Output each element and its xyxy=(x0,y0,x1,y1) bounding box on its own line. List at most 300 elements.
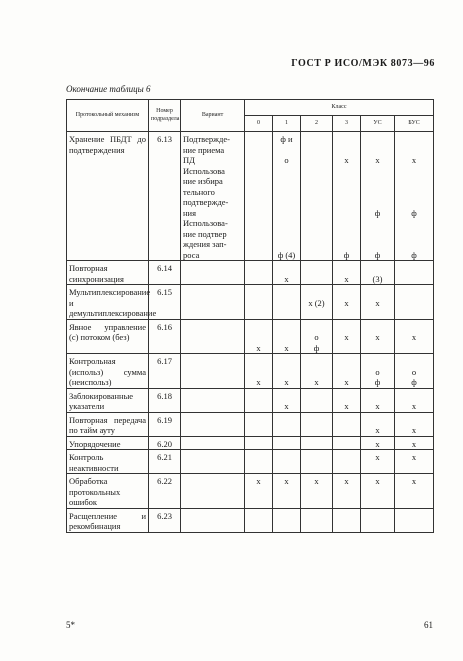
class-cell xyxy=(273,132,301,261)
table-row xyxy=(67,412,434,436)
class-mark xyxy=(273,145,300,156)
class-mark xyxy=(245,401,272,412)
variant-cell xyxy=(181,261,245,285)
class-cell xyxy=(395,508,434,532)
class-cell xyxy=(333,450,361,474)
class-cell xyxy=(273,450,301,474)
class-mark xyxy=(273,391,300,402)
class-cell xyxy=(333,261,361,285)
variant-line: ние подтвер xyxy=(183,228,227,239)
class-mark xyxy=(395,487,433,498)
class-mark xyxy=(361,166,394,177)
variant-line: ния xyxy=(183,207,197,218)
class-cell xyxy=(395,474,434,509)
class-mark xyxy=(333,322,360,333)
class-mark xyxy=(273,176,300,187)
class-cell xyxy=(245,436,273,450)
header-class-2: 2 xyxy=(301,116,333,132)
class-mark xyxy=(395,197,433,208)
class-mark xyxy=(273,187,300,198)
class-mark xyxy=(301,145,332,156)
section-number: 6.20 xyxy=(149,436,181,450)
class-mark xyxy=(361,511,394,522)
class-cell xyxy=(333,412,361,436)
class-mark xyxy=(333,145,360,156)
class-mark xyxy=(395,308,433,319)
class-mark: х xyxy=(284,401,289,411)
variant-cell xyxy=(181,319,245,354)
class-mark xyxy=(301,176,332,187)
class-mark xyxy=(273,287,300,298)
class-mark: х xyxy=(344,332,349,342)
class-mark xyxy=(361,239,394,250)
table-row xyxy=(67,450,434,474)
section-number: 6.14 xyxy=(149,261,181,285)
class-cell xyxy=(273,261,301,285)
class-mark: х xyxy=(256,476,261,486)
mechanism-name: Явное управление (с) потоком (без) xyxy=(67,319,149,354)
class-cell xyxy=(395,319,434,354)
section-number: 6.18 xyxy=(149,388,181,412)
variant-cell xyxy=(181,508,245,532)
class-cell xyxy=(361,261,395,285)
class-mark xyxy=(333,263,360,274)
class-mark xyxy=(301,391,332,402)
class-cell xyxy=(301,319,333,354)
class-mark xyxy=(301,239,332,250)
header-section: Номер подраздела xyxy=(149,100,181,132)
class-mark xyxy=(273,218,300,229)
table-caption: Окончание таблицы 6 xyxy=(66,84,151,94)
class-mark xyxy=(245,134,272,145)
class-mark xyxy=(245,176,272,187)
table-row xyxy=(67,436,434,450)
class-mark xyxy=(245,145,272,156)
section-number: 6.22 xyxy=(149,474,181,509)
class-mark xyxy=(361,197,394,208)
class-cell xyxy=(361,285,395,320)
class-mark: х (2) xyxy=(308,297,325,308)
class-cell xyxy=(333,474,361,509)
header-class-1: 1 xyxy=(273,116,301,132)
class-mark: х xyxy=(284,476,289,486)
class-cell xyxy=(333,285,361,320)
class-cell xyxy=(245,354,273,389)
class-mark: х xyxy=(344,297,349,308)
class-mark xyxy=(273,263,300,274)
class-mark xyxy=(333,287,360,298)
class-mark xyxy=(301,187,332,198)
class-cell xyxy=(301,412,333,436)
mechanism-name: Обработка протокольных ошибок xyxy=(67,474,149,509)
variant-line: Подтвержде- xyxy=(183,134,230,144)
class-mark xyxy=(301,415,332,426)
class-cell xyxy=(333,354,361,389)
mechanism-name: Повторная передача по тайм ауту xyxy=(67,412,149,436)
class-mark xyxy=(301,452,332,463)
class-mark xyxy=(395,298,433,309)
class-cell xyxy=(361,474,395,509)
class-cell xyxy=(361,132,395,261)
class-cell xyxy=(395,450,434,474)
header-class-3: 3 xyxy=(333,116,361,132)
class-mark xyxy=(333,367,360,378)
class-mark xyxy=(245,308,272,319)
variant-line: Использова xyxy=(183,165,225,176)
class-mark xyxy=(361,343,394,354)
class-cell xyxy=(273,436,301,450)
variant-line: Использова- xyxy=(183,218,228,228)
class-mark xyxy=(273,322,300,333)
table-row xyxy=(67,474,434,509)
class-mark xyxy=(333,463,360,474)
class-mark xyxy=(301,155,332,166)
class-mark: х xyxy=(375,332,380,342)
page-number: 61 xyxy=(424,620,433,630)
class-mark xyxy=(361,415,394,426)
class-mark xyxy=(395,511,433,522)
header-mechanism: Протокольный механизм xyxy=(67,100,149,132)
class-mark xyxy=(395,463,433,474)
class-cell xyxy=(273,388,301,412)
signature-mark: 5* xyxy=(66,620,75,630)
class-cell xyxy=(273,285,301,320)
class-mark: х xyxy=(344,155,349,165)
class-cell xyxy=(361,412,395,436)
class-mark xyxy=(273,356,300,367)
class-mark: х xyxy=(375,425,380,435)
class-mark xyxy=(361,263,394,274)
class-mark: х xyxy=(411,401,417,411)
class-cell xyxy=(301,354,333,389)
class-mark xyxy=(361,187,394,198)
class-mark xyxy=(361,521,394,532)
table-row xyxy=(67,354,434,389)
class-cell xyxy=(395,354,434,389)
class-mark: о xyxy=(284,155,289,165)
class-mark xyxy=(333,487,360,498)
mechanism-name: Расщепление и рекомбинация xyxy=(67,508,149,532)
class-mark xyxy=(395,274,433,285)
class-mark xyxy=(245,218,272,229)
class-cell xyxy=(301,436,333,450)
section-number: 6.13 xyxy=(149,132,181,261)
variant-cell xyxy=(181,285,245,320)
class-cell xyxy=(395,132,434,261)
class-mark xyxy=(333,239,360,250)
variant-cell xyxy=(181,474,245,509)
class-mark xyxy=(301,463,332,474)
class-mark: ф xyxy=(313,342,320,353)
class-mark xyxy=(333,208,360,219)
class-cell xyxy=(301,285,333,320)
table-row xyxy=(67,319,434,354)
class-mark xyxy=(395,391,433,402)
class-mark xyxy=(245,367,272,378)
class-mark xyxy=(333,187,360,198)
class-mark xyxy=(245,250,272,261)
class-mark xyxy=(333,511,360,522)
class-mark: х xyxy=(411,438,417,449)
class-cell xyxy=(245,508,273,532)
class-mark xyxy=(333,425,360,436)
class-mark xyxy=(301,263,332,274)
class-cell xyxy=(301,132,333,261)
class-mark xyxy=(273,298,300,309)
section-number: 6.21 xyxy=(149,450,181,474)
class-mark xyxy=(395,322,433,333)
class-cell xyxy=(301,388,333,412)
class-mark: о xyxy=(375,366,380,377)
header-class-us: УС xyxy=(361,116,395,132)
class-mark xyxy=(245,263,272,274)
class-cell xyxy=(361,436,395,450)
class-mark xyxy=(245,274,272,285)
class-mark xyxy=(301,511,332,522)
class-mark: (3) xyxy=(372,273,383,284)
class-mark xyxy=(301,367,332,378)
class-mark xyxy=(245,391,272,402)
class-mark xyxy=(333,176,360,187)
class-mark: ф xyxy=(374,377,381,387)
class-mark xyxy=(273,239,300,250)
class-cell xyxy=(395,388,434,412)
class-mark: ф xyxy=(411,377,417,387)
class-mark xyxy=(273,439,300,450)
class-cell xyxy=(245,261,273,285)
section-number: 6.17 xyxy=(149,354,181,389)
class-cell xyxy=(301,508,333,532)
class-mark xyxy=(333,229,360,240)
class-mark xyxy=(301,134,332,145)
class-mark: о xyxy=(411,366,417,377)
variant-line: ждения зап- xyxy=(183,239,227,249)
class-cell xyxy=(333,132,361,261)
class-mark xyxy=(333,218,360,229)
class-mark xyxy=(245,322,272,333)
class-mark: х xyxy=(375,438,380,449)
mechanism-name: Заблокированные указатели xyxy=(67,388,149,412)
class-mark: х xyxy=(256,342,261,353)
table-row xyxy=(67,261,434,285)
class-mark: х xyxy=(256,377,261,387)
class-mark: х xyxy=(411,476,417,486)
class-mark xyxy=(273,521,300,532)
class-mark xyxy=(395,415,433,426)
variant-cell xyxy=(181,412,245,436)
class-mark xyxy=(333,343,360,354)
class-mark xyxy=(301,287,332,298)
class-mark: о xyxy=(314,332,319,342)
class-mark xyxy=(361,322,394,333)
class-cell xyxy=(245,388,273,412)
class-mark xyxy=(333,391,360,402)
class-mark xyxy=(245,155,272,166)
class-mark xyxy=(273,415,300,426)
standard-code: ГОСТ Р ИСО/МЭК 8073—96 xyxy=(291,58,435,69)
class-mark xyxy=(273,208,300,219)
class-mark xyxy=(333,521,360,532)
variant-line: ние избира xyxy=(183,176,223,186)
header-class: Класс xyxy=(245,100,434,116)
class-mark: х xyxy=(284,273,289,284)
class-mark xyxy=(333,415,360,426)
class-mark: х xyxy=(375,452,380,462)
class-cell xyxy=(333,319,361,354)
protocol-mechanisms-table xyxy=(66,99,434,533)
class-mark: х xyxy=(375,401,380,411)
class-mark xyxy=(273,308,300,319)
variant-line: роса xyxy=(183,249,200,260)
table-row xyxy=(67,132,434,261)
class-mark xyxy=(361,463,394,474)
class-mark xyxy=(245,439,272,450)
class-mark xyxy=(395,239,433,250)
table-row xyxy=(67,285,434,320)
class-mark xyxy=(333,308,360,319)
class-mark xyxy=(245,487,272,498)
class-mark xyxy=(361,134,394,145)
class-mark: х xyxy=(344,377,349,387)
variant-cell xyxy=(181,450,245,474)
class-mark xyxy=(333,356,360,367)
class-mark xyxy=(273,463,300,474)
class-mark xyxy=(273,452,300,463)
class-mark xyxy=(301,401,332,412)
class-cell xyxy=(395,412,434,436)
class-cell xyxy=(245,319,273,354)
class-mark xyxy=(273,197,300,208)
class-mark xyxy=(245,239,272,250)
class-mark xyxy=(395,521,433,532)
variant-line: ние приема xyxy=(183,144,225,155)
class-cell xyxy=(245,450,273,474)
section-number: 6.15 xyxy=(149,285,181,320)
class-mark xyxy=(361,145,394,156)
class-cell xyxy=(395,261,434,285)
class-mark xyxy=(395,134,433,145)
class-cell xyxy=(245,132,273,261)
class-mark: х xyxy=(411,452,417,462)
class-mark xyxy=(245,197,272,208)
class-mark: х xyxy=(284,377,289,387)
table-row xyxy=(67,508,434,532)
class-mark xyxy=(273,511,300,522)
class-mark: х xyxy=(411,332,417,342)
class-cell xyxy=(361,354,395,389)
class-mark xyxy=(333,452,360,463)
class-mark: х xyxy=(344,273,349,284)
class-cell xyxy=(273,508,301,532)
class-mark xyxy=(361,487,394,498)
variant-cell xyxy=(181,436,245,450)
class-mark xyxy=(333,166,360,177)
section-number: 6.16 xyxy=(149,319,181,354)
class-mark xyxy=(395,287,433,298)
mechanism-name: Повторная синхронизация xyxy=(67,261,149,285)
class-mark xyxy=(273,166,300,177)
class-mark: х xyxy=(344,401,349,411)
class-cell xyxy=(333,436,361,450)
class-mark xyxy=(301,208,332,219)
class-mark xyxy=(245,332,272,343)
class-mark xyxy=(333,134,360,145)
class-mark: х xyxy=(375,155,380,165)
class-cell xyxy=(361,450,395,474)
class-mark: х xyxy=(375,297,380,308)
class-mark xyxy=(301,439,332,450)
mechanism-name: Упорядочение xyxy=(67,436,149,450)
class-mark: ф xyxy=(374,249,381,260)
class-mark xyxy=(361,287,394,298)
class-mark xyxy=(395,343,433,354)
class-mark: х xyxy=(344,476,349,486)
class-mark xyxy=(245,229,272,240)
class-mark xyxy=(245,452,272,463)
class-mark xyxy=(245,521,272,532)
variant-line: тельного xyxy=(183,186,215,197)
class-mark xyxy=(301,166,332,177)
class-mark xyxy=(301,274,332,285)
class-cell xyxy=(301,474,333,509)
class-cell xyxy=(361,508,395,532)
class-mark xyxy=(273,425,300,436)
mechanism-name: Хранение ПБДТ до подтверждения xyxy=(67,132,149,261)
class-mark: х xyxy=(411,155,417,165)
variant-line: подтвержде- xyxy=(183,197,229,207)
class-mark xyxy=(301,521,332,532)
class-mark xyxy=(245,415,272,426)
class-mark xyxy=(361,356,394,367)
class-mark xyxy=(245,298,272,309)
header-class-bus: БУС xyxy=(395,116,434,132)
class-cell xyxy=(395,436,434,450)
class-mark xyxy=(301,487,332,498)
class-mark xyxy=(301,322,332,333)
class-mark: х xyxy=(314,476,319,486)
class-mark xyxy=(395,218,433,229)
variant-cell xyxy=(181,354,245,389)
class-mark xyxy=(273,367,300,378)
variant-line: ПД xyxy=(183,155,195,165)
class-cell xyxy=(273,474,301,509)
class-mark xyxy=(301,356,332,367)
header-variant: Вариант xyxy=(181,100,245,132)
class-mark xyxy=(395,263,433,274)
class-mark xyxy=(273,229,300,240)
class-mark xyxy=(395,187,433,198)
class-mark: х xyxy=(284,342,289,353)
class-mark xyxy=(395,166,433,177)
class-mark xyxy=(361,229,394,240)
class-cell xyxy=(245,412,273,436)
class-mark: х xyxy=(314,377,319,387)
class-mark xyxy=(361,176,394,187)
class-cell xyxy=(361,319,395,354)
class-mark xyxy=(301,308,332,319)
header-class-0: 0 xyxy=(245,116,273,132)
mechanism-name: Контрольная (использ) сумма (неиспольз) xyxy=(67,354,149,389)
class-cell xyxy=(245,474,273,509)
table-row xyxy=(67,388,434,412)
class-cell xyxy=(395,285,434,320)
class-mark xyxy=(361,391,394,402)
class-mark xyxy=(333,197,360,208)
section-number: 6.19 xyxy=(149,412,181,436)
class-cell xyxy=(245,285,273,320)
class-mark xyxy=(333,439,360,450)
class-mark xyxy=(395,176,433,187)
